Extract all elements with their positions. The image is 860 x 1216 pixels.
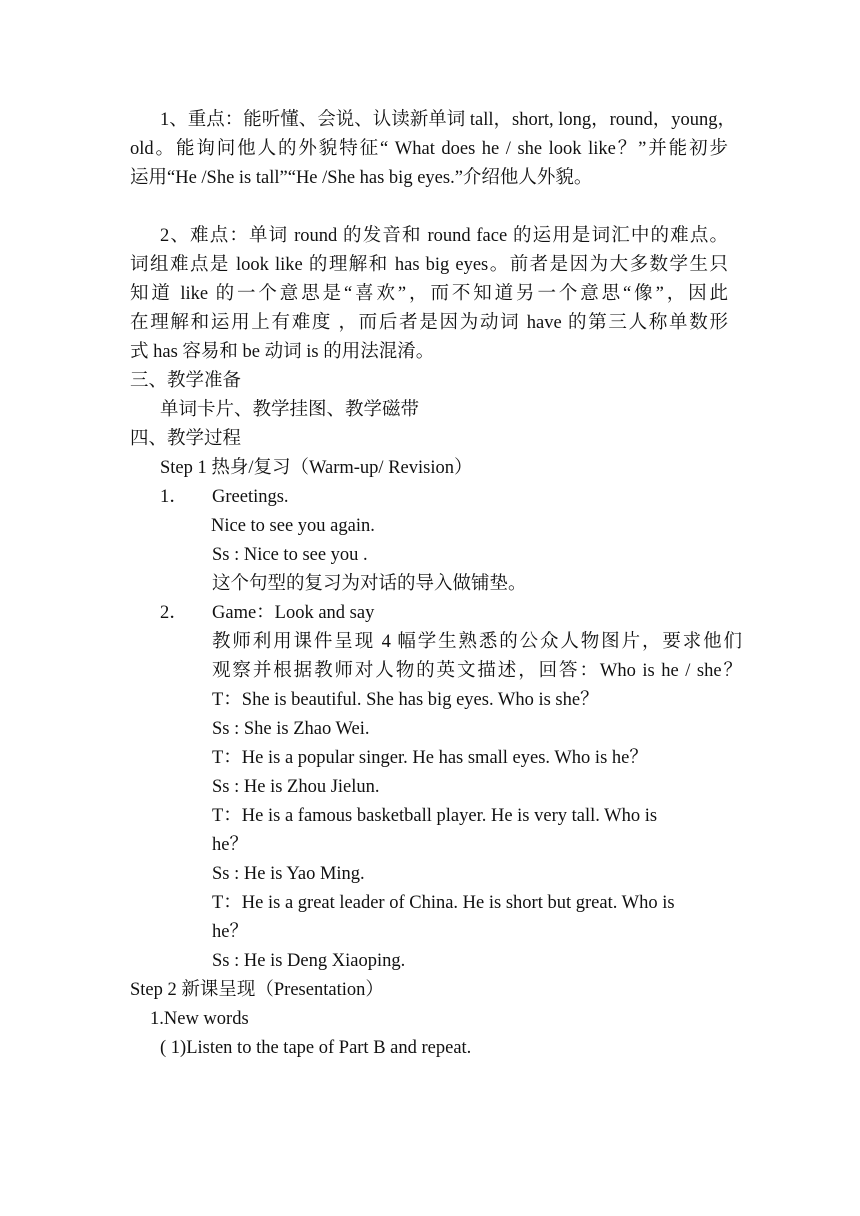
key-points-line-3: 运用“He /She is tall”“He /She has big eyes.”介绍他人外貌。 [130, 168, 593, 188]
dialogue-line: T：He is a famous basketball player. He is very tall. Who is [212, 806, 658, 826]
item1-line: Greetings. [212, 487, 289, 507]
preparation-content: 单词卡片、教学挂图、教学磁带 [160, 400, 420, 420]
difficulties-line-5: 式 has 容易和 be 动词 is 的用法混淆。 [130, 342, 435, 362]
dialogue-line: Ss : She is Zhao Wei. [212, 719, 370, 739]
item1-line: Ss : Nice to see you . [212, 545, 368, 565]
dialogue-line: he？ [212, 835, 248, 855]
dialogue-line: T：She is beautiful. She has big eyes. Who is she？ [212, 690, 599, 710]
step2-title: Step 2 新课呈现（Presentation） [130, 980, 384, 1000]
step2-subheading: 1.New words [150, 1009, 249, 1029]
key-points-line-1: 1、重点：能听懂、会说、认读新单词 tall，short, long，round，young， [160, 110, 737, 130]
item2-line: 教师利用课件呈现 4 幅学生熟悉的公众人物图片，要求他们 [212, 632, 742, 652]
dialogue-line: T：He is a popular singer. He has small eyes. Who is he？ [212, 748, 648, 768]
dialogue-line: Ss : He is Deng Xiaoping. [212, 951, 406, 971]
difficulties-line-1: 2、难点：单词 round 的发音和 round face 的运用是词汇中的难点。 [160, 226, 728, 246]
dialogue-line: Ss : He is Zhou Jielun. [212, 777, 380, 797]
item1-line: Nice to see you again. [211, 516, 375, 536]
section-heading-process: 四、教学过程 [130, 429, 242, 449]
section-heading-preparation: 三、教学准备 [130, 371, 242, 391]
key-points-line-2: old。能询问他人的外貌特征“ What does he / she look like？”并能初步 [130, 139, 728, 159]
step2-subitem: ( 1)Listen to the tape of Part B and repeat. [160, 1038, 472, 1058]
item2-line: 观察并根据教师对人物的英文描述，回答：Who is he / she？ [212, 661, 742, 681]
difficulties-line-2: 词组难点是 look like 的理解和 has big eyes。前者是因为大多数学生只 [130, 255, 728, 275]
dialogue-line: Ss : He is Yao Ming. [212, 864, 365, 884]
item2-line: Game：Look and say [212, 603, 375, 623]
difficulties-line-3: 知道 like 的一个意思是“喜欢”，而不知道另一个意思“像”，因此 [130, 284, 728, 304]
item1-line: 这个句型的复习为对话的导入做铺垫。 [212, 574, 527, 594]
dialogue-line: he？ [212, 922, 248, 942]
step1-title: Step 1 热身/复习（Warm-up/ Revision） [160, 458, 473, 478]
item-number: 2． [160, 603, 188, 623]
difficulties-line-4: 在理解和运用上有难度 ，而后者是因为动词 have 的第三人称单数形 [130, 313, 728, 333]
dialogue-line: T：He is a great leader of China. He is short but great. Who is [212, 893, 675, 913]
item-number: 1． [160, 487, 188, 507]
